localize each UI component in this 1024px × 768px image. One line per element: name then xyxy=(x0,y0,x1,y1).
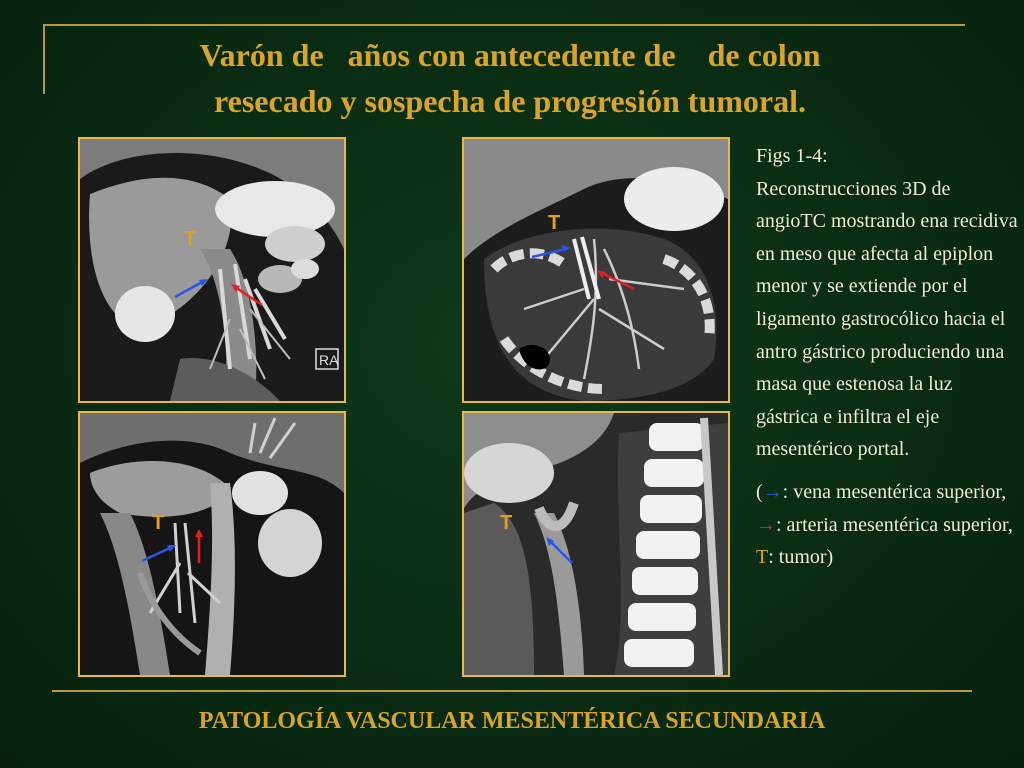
ct-figure-3 xyxy=(78,411,346,677)
slide-footer: PATOLOGÍA VASCULAR MESENTÉRICA SECUNDARIA xyxy=(198,708,826,734)
title-line-2: resecado y sospecha de progresión tumoral. xyxy=(214,83,806,119)
legend-t-text: : tumor) xyxy=(768,546,834,569)
fig1-watermark: RA xyxy=(319,352,339,368)
left-border-line xyxy=(43,24,45,94)
top-border-line xyxy=(43,24,965,26)
fig4-tumor-label: T xyxy=(500,512,513,534)
title-line-1: Varón de años con antecedente de de colon xyxy=(199,37,821,73)
fig2-tumor-label: T xyxy=(548,212,561,234)
caption-heading: Figs 1-4: xyxy=(756,145,828,167)
slide-title xyxy=(60,32,960,124)
ct-figure-4 xyxy=(462,411,730,677)
legend-red-text: : arteria mesentérica superior, xyxy=(776,513,1013,536)
figure-caption xyxy=(756,140,1018,574)
caption-legend xyxy=(756,476,1018,574)
fig3-tumor-label: T xyxy=(152,512,165,534)
caption-body: Reconstrucciones 3D de angioTC mostrando ena recidiva en meso que afecta al epiplon menor y se extiende por el ligamento gastrocólico hacia el antro gástrico produciendo una masa que estenosa la luz gástrica e infiltra el eje mesentérico portal. xyxy=(756,177,1018,461)
bottom-border-line xyxy=(52,690,972,692)
legend-open-paren: ( xyxy=(756,480,763,503)
ct-figure-2 xyxy=(462,137,730,403)
fig1-tumor-label: T xyxy=(184,228,197,250)
legend-blue-text: : vena mesentérica superior, xyxy=(782,480,1007,503)
ct-figure-1 xyxy=(78,137,346,403)
legend-blue-arrow-icon: → xyxy=(762,480,783,503)
legend-t-letter: T xyxy=(756,546,769,569)
legend-red-arrow-icon: → xyxy=(756,513,776,536)
